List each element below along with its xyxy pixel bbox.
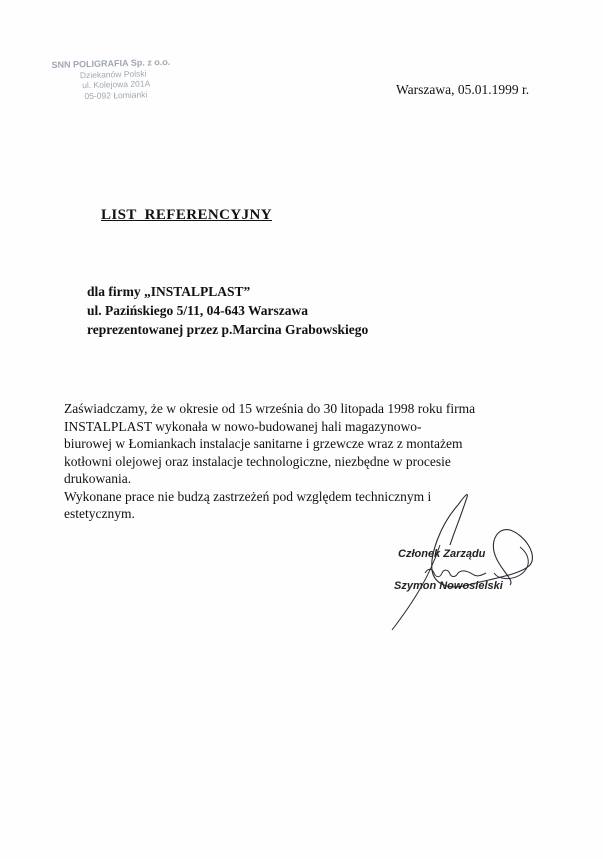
stamp-locality: Dziekanów Polski bbox=[79, 67, 147, 80]
stamp-postal: 05-092 Łomianki bbox=[84, 88, 148, 101]
body-line: Zaświadczamy, że w okresie od 15 września do 30 litopada 1998 roku firma bbox=[64, 401, 476, 416]
body-line: INSTALPLAST wykonała w nowo-budowanej hali magazynowo- bbox=[64, 418, 422, 434]
company-stamp bbox=[51, 56, 202, 102]
signatory-role: Członek Zarządu bbox=[398, 548, 486, 560]
handwritten-signature bbox=[370, 485, 550, 635]
letter-title: LIST REFERENCYJNY bbox=[101, 207, 272, 223]
signatory-name: Szymon Nowosielski bbox=[394, 580, 503, 592]
stamp-company-name: SNN POLIGRAFIA Sp. z o.o. bbox=[51, 56, 171, 70]
recipient-representative: reprezentowanej przez p.Marcina Grabowskiego bbox=[87, 322, 369, 337]
body-line: estetycznym. bbox=[64, 506, 135, 521]
recipient-block bbox=[87, 282, 368, 339]
recipient-company: dla firmy „INSTALPLAST” bbox=[87, 284, 251, 299]
body-line: drukowania. bbox=[64, 471, 132, 486]
stamp-street: ul. Kolejowa 201A bbox=[82, 78, 151, 91]
body-line: Wykonane prace nie budzą zastrzeżeń pod względem technicznym i bbox=[64, 488, 432, 504]
body-line: kotłowni olejowej oraz instalacje technologiczne, niezbędne w procesie bbox=[64, 453, 451, 469]
recipient-address: ul. Pazińskiego 5/11, 04-643 Warszawa bbox=[87, 303, 309, 318]
letter-date: Warszawa, 05.01.1999 r. bbox=[396, 82, 530, 97]
body-line: biurowej w Łomiankach instalacje sanitarne i grzewcze wraz z montażem bbox=[64, 436, 463, 451]
